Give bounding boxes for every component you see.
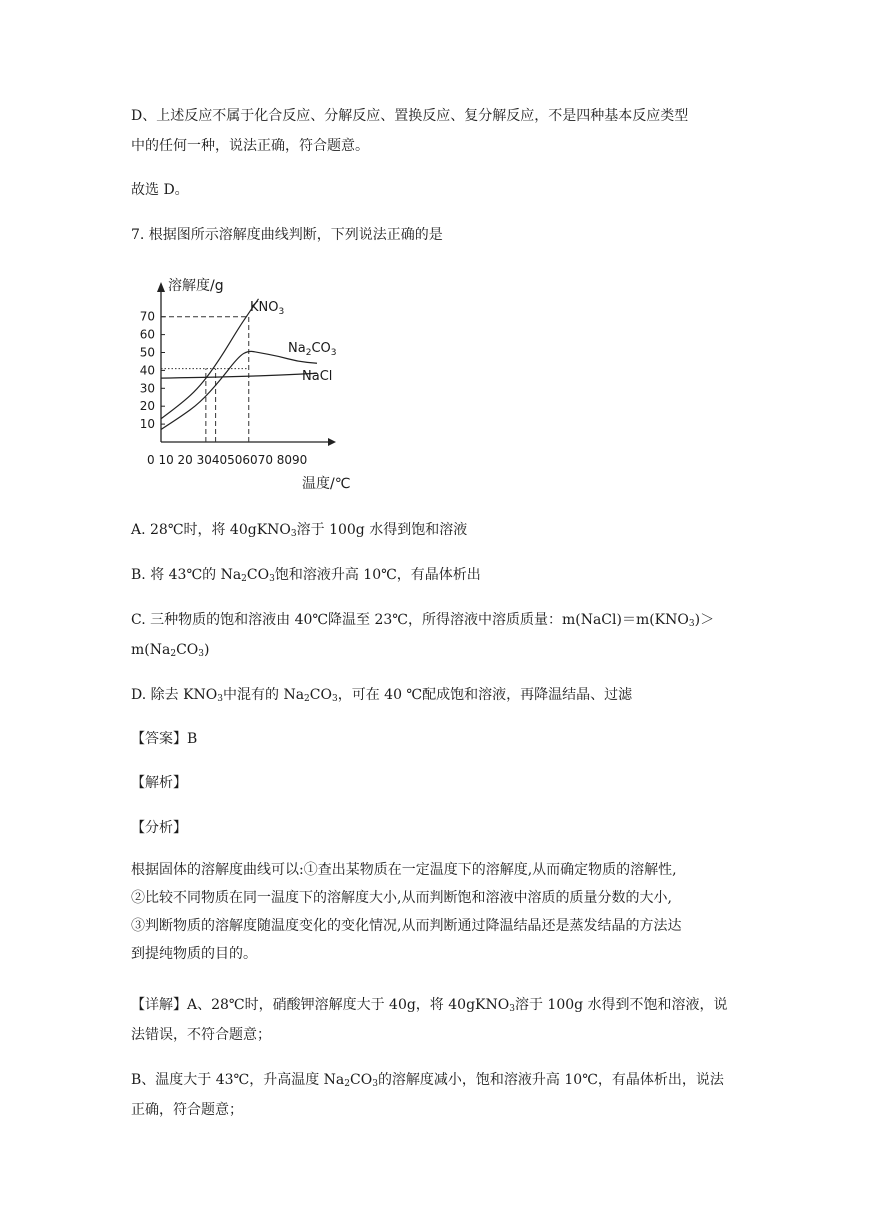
option-c-sub: 3 [688,619,695,629]
x-tick-labels: 0 10 20 3040506070 8090 [147,453,308,467]
detail-a-line1 [131,995,728,1019]
series-line-nacl [161,373,317,378]
detail-a-text-pre: 【详解】A、28℃时，硝酸钾溶解度大于 40g，将 40gKNO [131,997,510,1013]
detail-a-line2: 法错误，不符合题意； [131,1027,271,1043]
option-a [131,520,467,544]
option-b-text-post: 饱和溶液升高 10℃，有晶体析出 [274,567,481,583]
fenxi-heading: 【分析】 [131,820,187,836]
y-tick-label: 60 [139,327,155,342]
conclusion-text: 故选 D。 [131,182,189,198]
y-tick-label: 30 [139,381,155,396]
detail-b-sub1: 2 [344,1079,350,1089]
option-d-text-mid2: CO [309,687,332,703]
y-tick-label: 40 [139,363,155,378]
detail-a-text-post: 溶于 100g 水得到不饱和溶液，说 [514,997,728,1013]
y-tick-label: 10 [139,417,155,432]
option-b-text-pre: B. 将 43℃的 Na [131,567,242,583]
series-label-kno3-part: 3 [278,307,285,317]
option-d-text-post: ，可在 40 ℃配成饱和溶液，再降温结晶、过滤 [337,687,633,703]
option-a-sub: 3 [290,529,297,539]
series-label-na2co3-part: 3 [330,348,337,358]
option-b [131,565,481,589]
y-tick-label: 70 [139,309,155,324]
detail-b-text-mid: CO [350,1072,373,1088]
option-a-text-post: 溶于 100g 水得到饱和溶液 [296,522,468,538]
option-d-sub2: 2 [304,694,310,704]
option-d-sub1: 3 [217,694,223,704]
detail-b-line2: 正确，符合题意； [131,1102,243,1118]
fenxi-line-2: ②比较不同物质在同一温度下的溶解度大小,从而判断饱和溶液中溶质的质量分数的大小, [131,890,672,906]
series-line-na2co3 [161,351,317,429]
option-c2-text-post: ) [204,642,210,658]
series-label-nacl: NaCl [302,369,333,384]
option-d-text-mid1: 中混有的 Na [223,687,305,703]
option-d-explanation-line2: 中的任何一种，说法正确，符合题意。 [131,138,369,154]
option-c-line1 [131,610,714,634]
option-b-text-mid: CO [246,567,270,583]
series-label-kno3-part: KNO [250,300,279,315]
option-d [131,685,632,709]
option-d-text-pre: D. 除去 KNO [131,687,218,703]
series-label-na2co3 [288,341,336,358]
analysis-heading: 【解析】 [131,775,187,791]
option-c2-sub1: 2 [170,649,177,659]
option-c-text-pre: C. 三种物质的饱和溶液由 40℃降温至 23℃，所得溶液中溶质质量：m(NaCl)＝m(KNO [131,612,689,628]
question-7-text: 7. 根据图所示溶解度曲线判断，下列说法正确的是 [131,227,443,243]
answer-line: 【答案】B [131,731,198,747]
detail-b-text-pre: B、温度大于 43℃，升高温度 Na [131,1072,345,1088]
option-c2-text-pre: m(Na [131,642,171,658]
option-b-sub1: 2 [241,574,247,584]
y-axis-arrow [157,282,165,292]
detail-b-text-post: 的溶解度减小，饱和溶液升高 10℃，有晶体析出，说法 [377,1072,724,1088]
option-c2-text-mid: CO [176,642,199,658]
solubility-chart [130,270,370,500]
series-label-kno3 [250,300,284,317]
x-axis-arrow [328,438,336,446]
option-a-text-pre: A. 28℃时，将 40gKNO [131,522,291,538]
option-d-explanation-line1: D、上述反应不属于化合反应、分解反应、置换反应、复分解反应，不是四种基本反应类型 [131,108,689,124]
y-tick-label: 20 [139,399,155,414]
series-label-na2co3-part: CO [311,341,331,356]
option-c-line2 [131,640,209,664]
option-b-sub2: 3 [269,574,275,584]
option-c2-sub2: 3 [198,649,205,659]
detail-b-line1 [131,1070,724,1094]
option-c-text-post: )＞ [694,612,715,628]
option-d-sub3: 3 [331,694,338,704]
fenxi-line-1: 根据固体的溶解度曲线可以:①查出某物质在一定温度下的溶解度,从而确定物质的溶解性, [131,862,677,878]
y-axis-label: 溶解度/g [168,278,224,294]
x-axis-label: 温度/℃ [302,476,351,492]
series-label-na2co3-part: Na [288,341,306,356]
detail-b-sub2: 3 [372,1079,378,1089]
series-label-na2co3-part: 2 [305,348,312,358]
detail-a-sub: 3 [509,1004,515,1014]
fenxi-line-4: 到提纯物质的目的。 [131,946,257,962]
fenxi-line-3: ③判断物质的溶解度随温度变化的变化情况,从而判断通过降温结晶还是蒸发结晶的方法达 [131,918,682,934]
y-tick-label: 50 [139,345,155,360]
